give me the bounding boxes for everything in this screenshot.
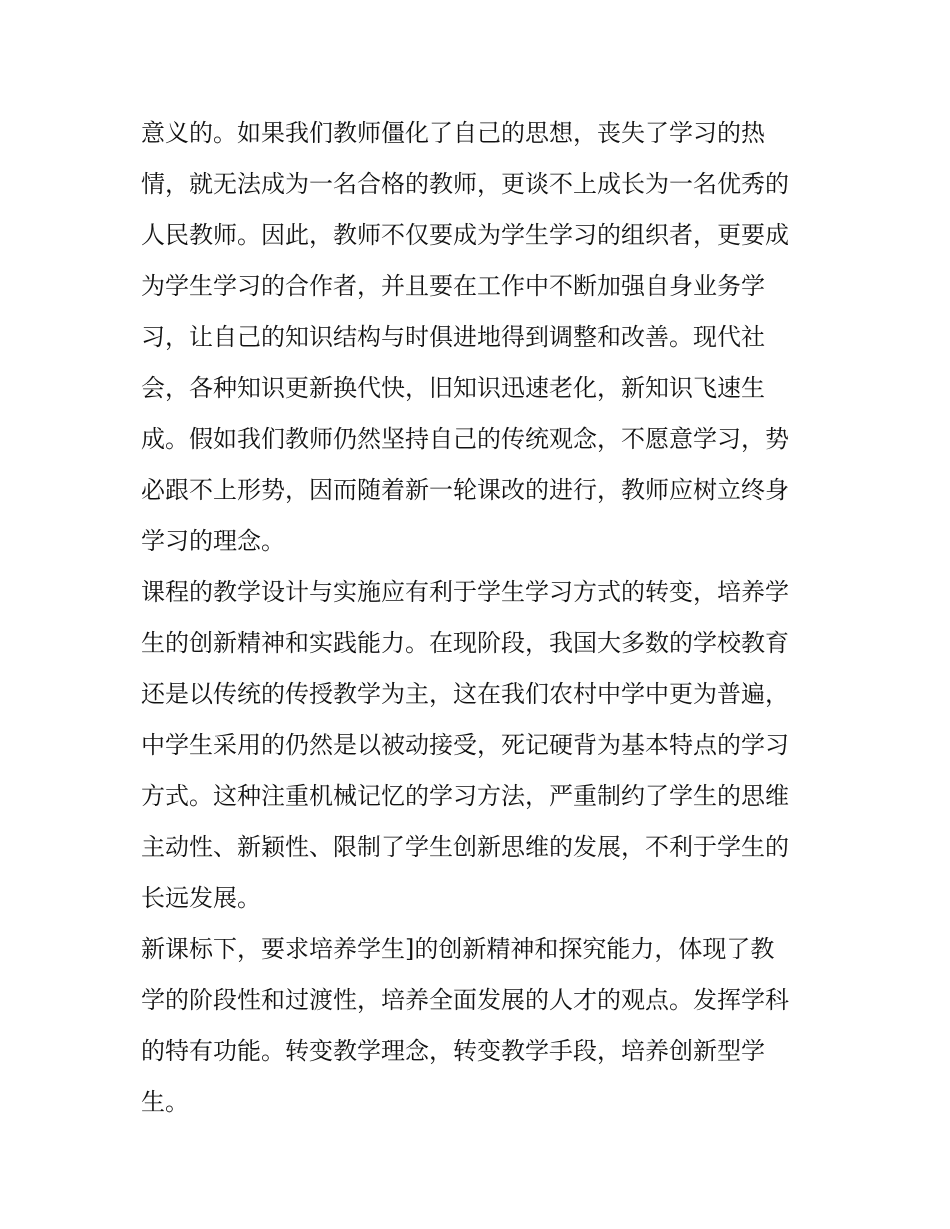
paragraph-1: 意义的。如果我们教师僵化了自己的思想，丧失了学习的热 情，就无法成为一名合格的教师，更谈不上成长为一名优秀的 人民教师。因此，教师不仅要成为学生学习的组织者，更要成 为学生学习的合作者，并且要在工作中不断加强自身业务学 习，让自己的知识结构与时俱进地得到调整和改善。现代社 会，各种知识更新换代快，旧知识迅速老化，新知识飞速生 成。假如我们教师仍然坚持自己的传统观念，不愿意学习，势 必跟不上形势，因而随着新一轮课改的进行，教师应树立终身 学习的理念。 — [141, 119, 789, 555]
document-body — [141, 108, 813, 1128]
paragraph-2: 课程的教学设计与实施应有利于学生学习方式的转变，培养学 生的创新精神和实践能力。在现阶段，我国大多数的学校教育 还是以传统的传授教学为主，这在我们农村中学中更为普遍， 中学生采用的仍然是以被动接受，死记硬背为基本特点的学习 方式。这种注重机械记忆的学习方法，严重制约了学生的思维 主动性、新颖性、限制了学生创新思维的发展，不利于学生的 长远发展。 — [141, 578, 789, 912]
paragraph-3: 新课标下，要求培养学生]的创新精神和探究能力，体现了教 学的阶段性和过渡性，培养全面发展的人才的观点。发挥学科 的特有功能。转变教学理念，转变教学手段，培养创新型学 生。 — [141, 935, 789, 1116]
